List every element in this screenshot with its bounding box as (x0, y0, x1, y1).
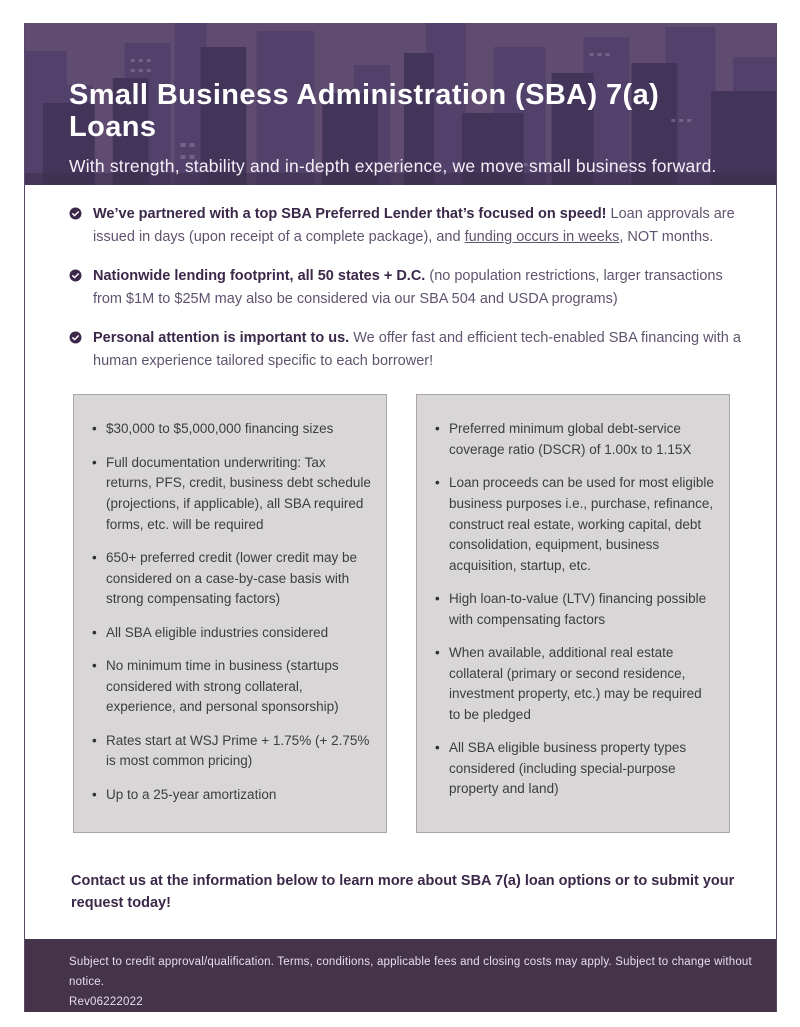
highlight-item (69, 327, 746, 373)
highlight-bold: Personal attention is important to us. (93, 329, 350, 346)
banner-text (69, 23, 750, 177)
check-circle-icon (69, 327, 82, 349)
highlight-rest: , NOT months. (619, 228, 714, 245)
footer-bar (25, 939, 776, 1012)
highlight-item (69, 203, 746, 249)
feature-item: • 650+ preferred credit (lower credit may be considered on a case-by-case basis with strong compensating factors) (90, 548, 372, 610)
check-circle-icon (69, 265, 82, 287)
feature-item: • Full documentation underwriting: Tax returns, PFS, credit, business debt schedule (projections, if applicable), all SBA required forms, etc. will be required (90, 453, 372, 535)
flyer-page (24, 23, 777, 1012)
feature-boxes (73, 394, 746, 833)
highlight-underlined: funding occurs in weeks (464, 228, 620, 245)
feature-item: • All SBA eligible industries considered (90, 623, 372, 644)
highlight-rest: We offer fast and efficient tech-enabled SBA financing with a human experience tailored specific to each borrower! (93, 329, 741, 369)
features-list-right (433, 419, 715, 799)
highlight-rest: Loan approvals are issued in days (upon receipt of a complete package), and (93, 206, 735, 245)
feature-item: • $30,000 to $5,000,000 financing sizes (90, 419, 372, 440)
page-title: Small Business Administration (SBA) 7(a) Loans (69, 79, 660, 143)
features-box-left (73, 394, 387, 833)
highlight-text (93, 265, 746, 311)
features-box-right (416, 394, 730, 833)
feature-item: • Up to a 25-year amortization (90, 785, 372, 806)
highlight-bold: We’ve partnered with a top SBA Preferred Lender that’s focused on speed! (93, 206, 607, 222)
feature-item: • When available, additional real estate collateral (primary or second residence, investment property, etc.) may be required to be pledged (433, 643, 715, 725)
header-banner (25, 23, 776, 185)
feature-item: • All SBA eligible business property types considered (including special-purpose property and land) (433, 738, 715, 800)
feature-item: • Preferred minimum global debt-service coverage ratio (DSCR) of 1.00x to 1.15X (433, 419, 715, 460)
highlight-item (69, 265, 746, 311)
feature-item: • Loan proceeds can be used for most eligible business purposes i.e., purchase, refinance, construct real estate, working capital, debt consolidation, equipment, business acquisition, startup, etc. (433, 473, 715, 576)
highlight-text (93, 327, 746, 373)
contact-note: Contact us at the information below to learn more about SBA 7(a) loan options or to submit your request today! (71, 873, 735, 911)
highlight-text (93, 203, 746, 249)
content-area (25, 185, 776, 939)
features-list-left (90, 419, 372, 805)
highlight-bold: Nationwide lending footprint, all 50 states + D.C. (93, 267, 426, 284)
check-circle-icon (69, 203, 82, 225)
page-subtitle: With strength, stability and in-depth experience, we move small business forward. (69, 155, 717, 176)
footer-revision: Rev06222022 (69, 995, 143, 1008)
feature-item: • Rates start at WSJ Prime + 1.75% (+ 2.75% is most common pricing) (90, 731, 372, 772)
feature-item: • High loan-to-value (LTV) financing possible with compensating factors (433, 589, 715, 630)
highlight-rest: (no population restrictions, larger transactions from $1M to $25M may also be considered via our SBA 504 and USDA programs) (93, 267, 723, 307)
feature-item: • No minimum time in business (startups considered with strong collateral, experience, and personal sponsorship) (90, 656, 372, 718)
footer-disclaimer: Subject to credit approval/qualification. Terms, conditions, applicable fees and closing costs may apply. Subject to change without notice. (69, 955, 752, 988)
